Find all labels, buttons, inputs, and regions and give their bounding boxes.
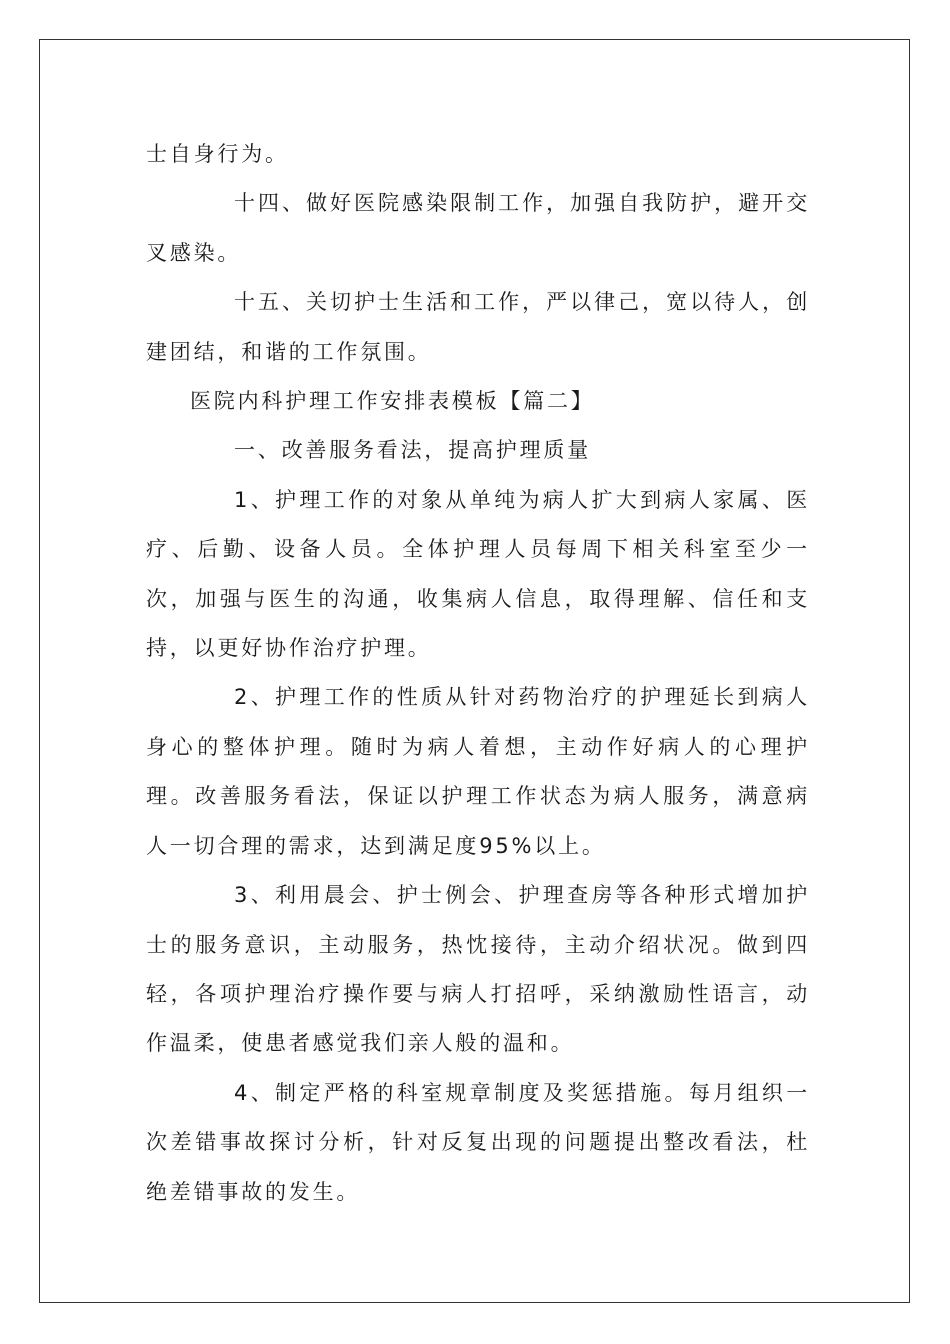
section-title: 医院内科护理工作安排表模板【篇二】 (190, 389, 595, 414)
paragraph-continuation: 士自身行为。 (146, 142, 289, 166)
paragraph-item-14: 十四、做好医院感染限制工作，加强自我防护，避开交叉感染。 (146, 191, 810, 265)
paragraph-item-4: 4、制定严格的科室规章制度及奖惩措施。每月组织一次差错事故探讨分析，针对反复出现的问题提出整改看法，杜绝差错事故的发生。 (146, 1080, 810, 1204)
section-heading-1: 一、改善服务看法，提高护理质量 (234, 438, 591, 463)
paragraph-item-15: 十五、关切护士生活和工作，严以律己，宽以待人，创建团结，和谐的工作氛围。 (146, 290, 810, 364)
paragraph-item-3: 3、利用晨会、护士例会、护理查房等各种形式增加护士的服务意识，主动服务，热忱接待，主动介绍状况。做到四轻，各项护理治疗操作要与病人打招呼，采纳激励性语言，动作温柔，使患者感觉我们亲人般的温和。 (146, 883, 810, 1056)
paragraph-item-1: 1、护理工作的对象从单纯为病人扩大到病人家属、医疗、后勤、设备人员。全体护理人员每周下相关科室至少一次，加强与医生的沟通，收集病人信息，取得理解、信任和支持，以更好协作治疗护理。 (146, 487, 810, 661)
document-body (146, 130, 810, 1217)
paragraph-item-2: 2、护理工作的性质从针对药物治疗的护理延长到病人身心的整体护理。随时为病人着想，主动作好病人的心理护理。改善服务看法，保证以护理工作状态为病人服务，满意病人一切合理的需求，达到满足度95%以上。 (146, 685, 810, 858)
